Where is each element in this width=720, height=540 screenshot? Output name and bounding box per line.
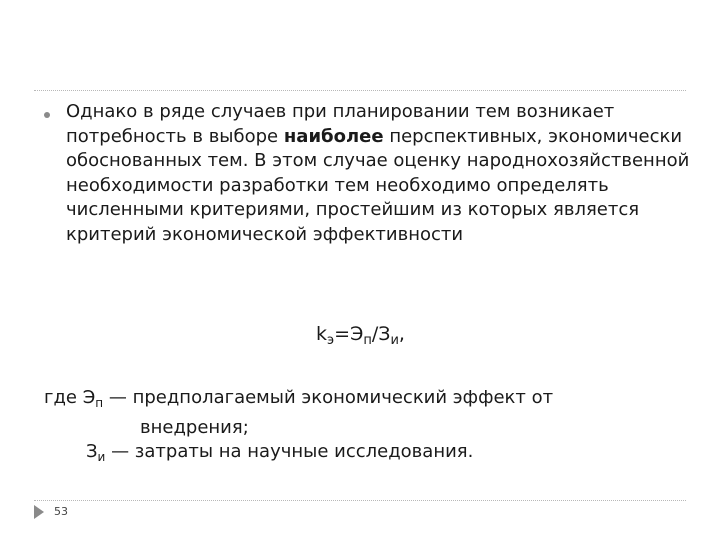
- formula-legend: [44, 386, 684, 470]
- paragraph-text-end: перспективных, экономически обоснованных тем. В этом случае оценку народнохозяйственной необходимости разработки тем необходимо определять численными критериями, простейшим из которых является критерий экономической эффективности: [66, 125, 690, 245]
- page-number: 53: [54, 505, 68, 518]
- legend-line-costs: [44, 440, 684, 470]
- legend-costs-sub: и: [97, 450, 106, 464]
- legend-costs-symbol: З: [86, 441, 98, 462]
- formula-costs: /З: [371, 323, 391, 345]
- formula-comma: ,: [398, 323, 405, 345]
- bottom-divider: [34, 500, 686, 501]
- bullet-paragraph: [44, 100, 694, 247]
- legend-line-effect-cont: [44, 416, 684, 441]
- paragraph-bold-word: наиболее: [283, 125, 384, 147]
- formula-k: k: [316, 323, 328, 345]
- formula-costs-sub: и: [390, 333, 399, 348]
- formula-k-sub: э: [327, 333, 335, 348]
- bullet-icon: [44, 112, 50, 118]
- legend-line-effect: [44, 386, 684, 416]
- legend-effect-text-cont: внедрения;: [140, 416, 249, 438]
- legend-effect-sub: п: [95, 396, 104, 410]
- formula-effect: =Э: [334, 323, 364, 345]
- top-divider: [34, 90, 686, 91]
- paragraph-text-start: Однако в ряде случаев при планировании тем возникает потребность в выборе: [66, 101, 615, 147]
- legend-costs-text: — затраты на научные исследования.: [105, 441, 474, 462]
- legend-effect-text: — предполагаемый экономический эффект от: [103, 387, 554, 408]
- efficiency-formula: [316, 322, 405, 353]
- paragraph-text: [66, 100, 694, 247]
- formula-effect-sub: п: [363, 333, 372, 348]
- legend-effect-symbol: где Э: [44, 387, 96, 408]
- page-arrow-icon: [34, 505, 44, 519]
